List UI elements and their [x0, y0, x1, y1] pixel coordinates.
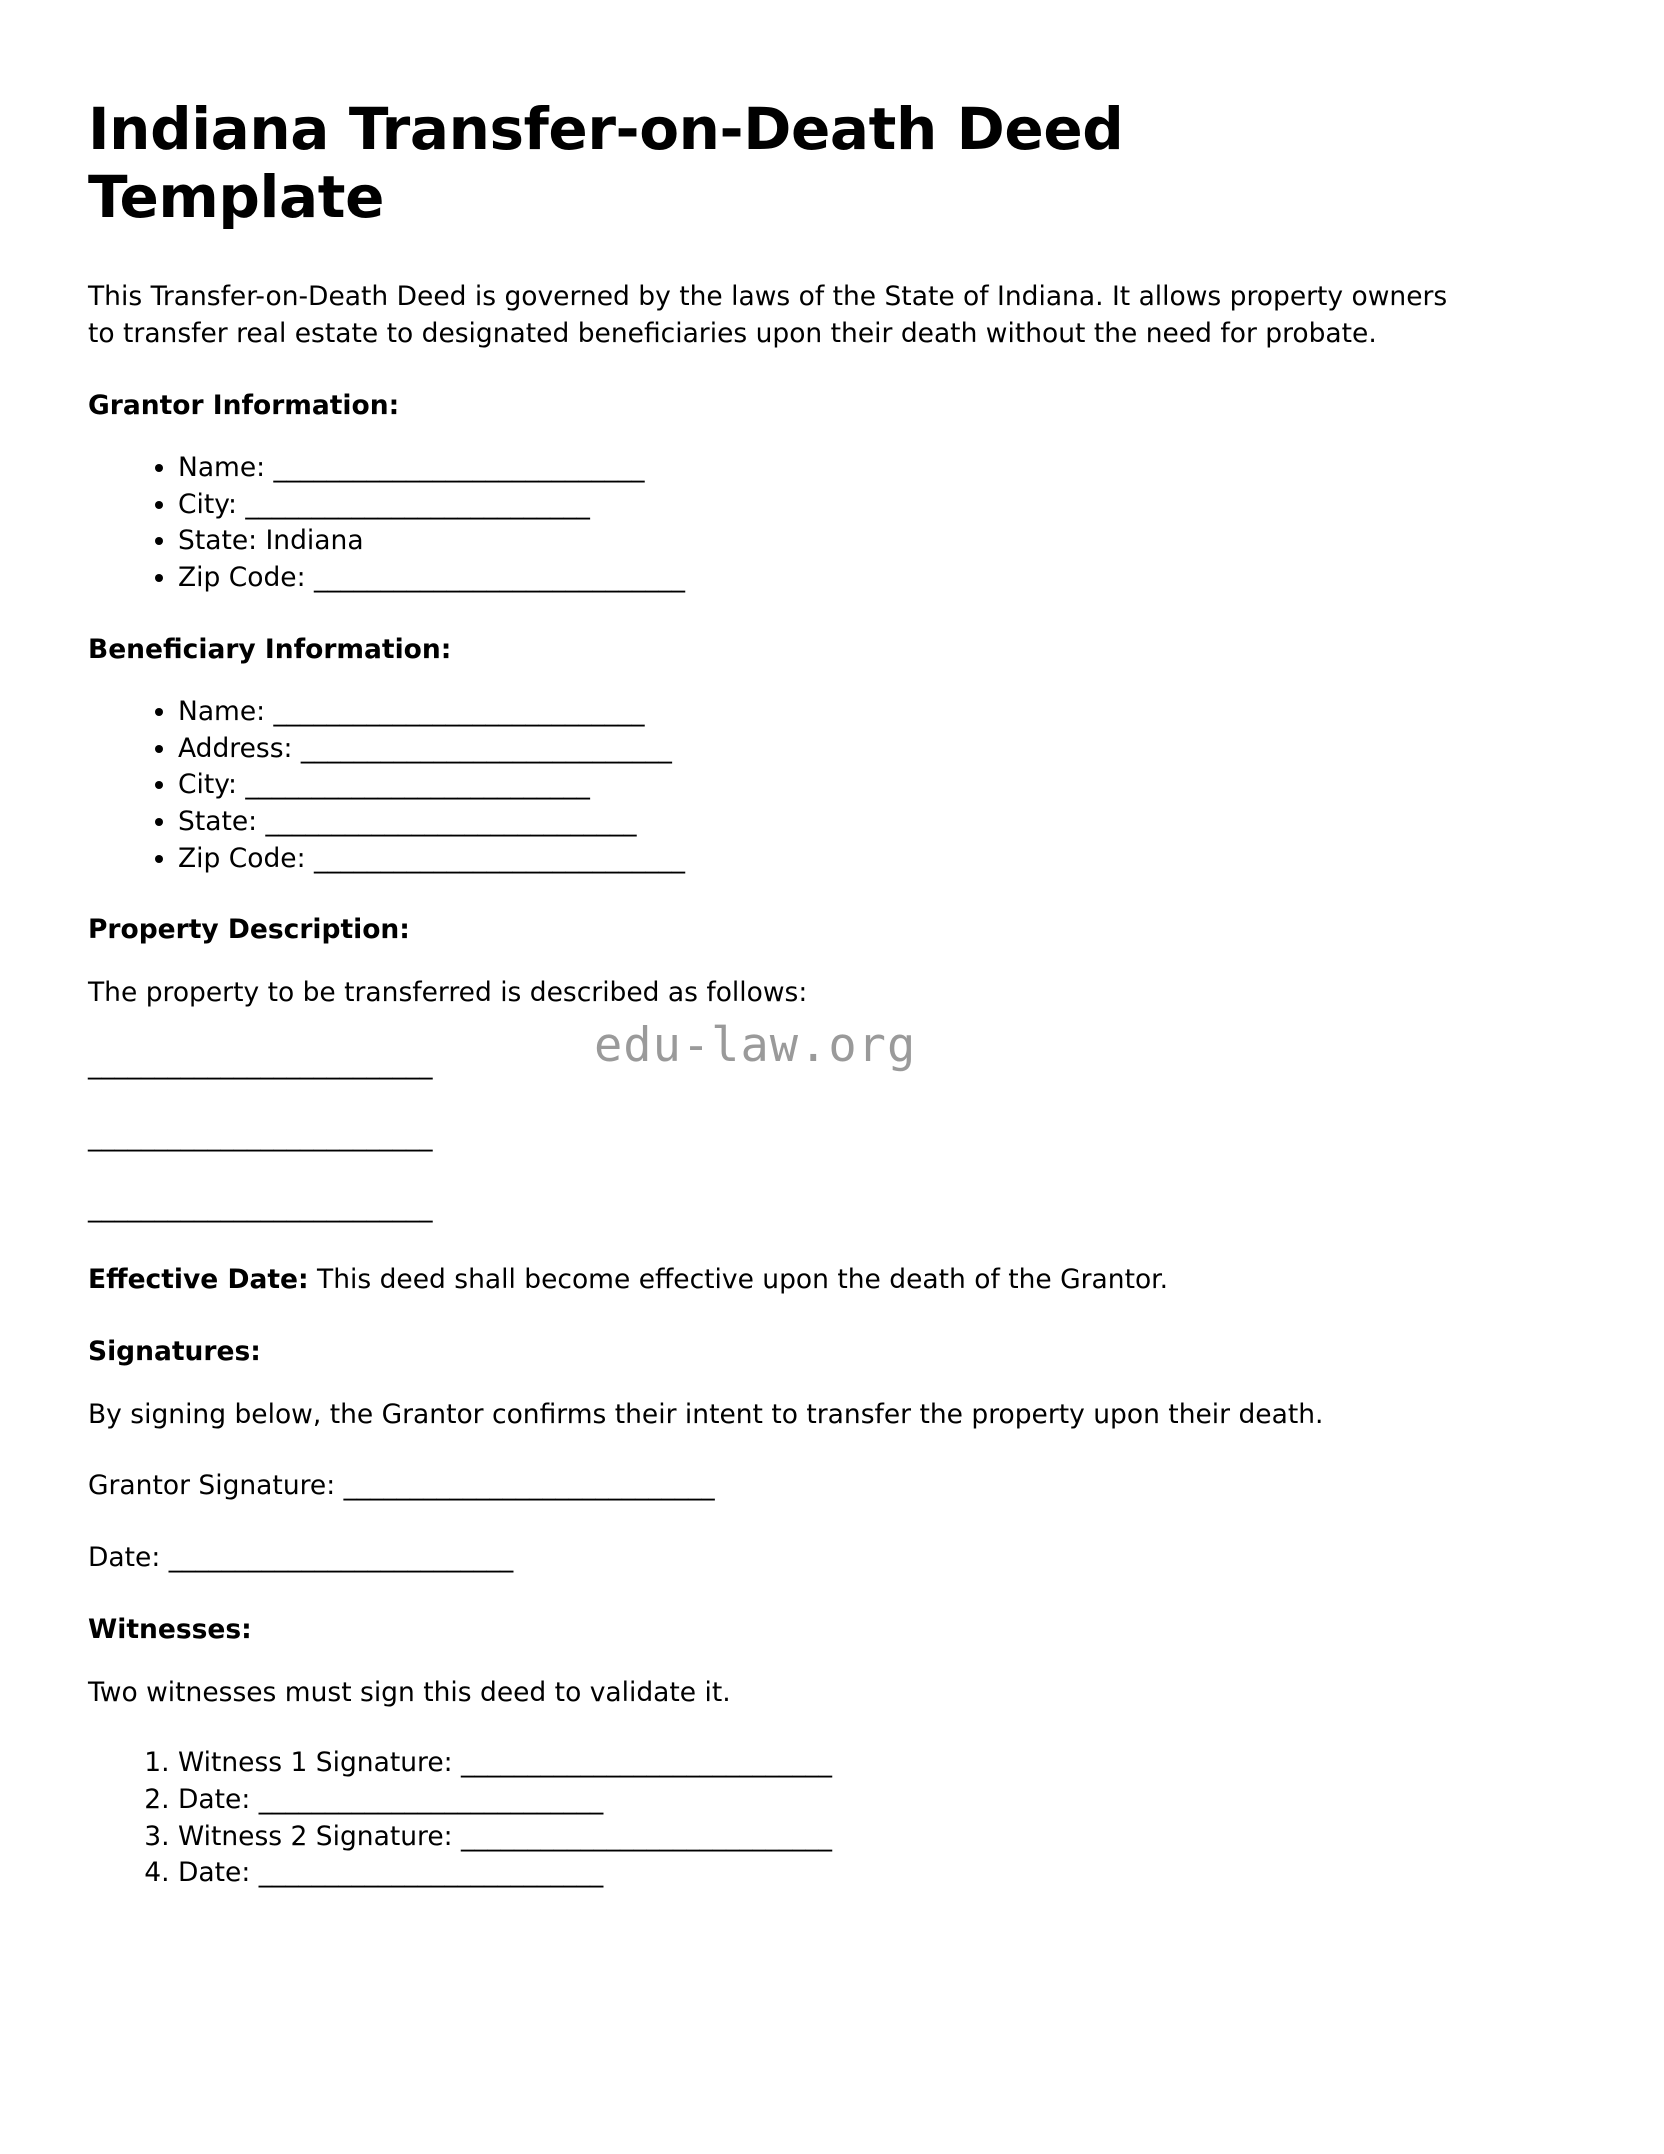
list-item: • Zip Code: ____________________________	[178, 841, 1474, 878]
property-description-intro: The property to be transferred is described as follows:	[88, 977, 808, 1009]
list-item: 4. Date: __________________________	[178, 1855, 1474, 1892]
intro-paragraph: This Transfer-on-Death Deed is governed by the laws of the State of Indiana. It allows property owners to transfer real estate to designated beneficiaries upon their death without the need for probate.	[88, 280, 1448, 350]
list-item: 2. Date: __________________________	[178, 1782, 1474, 1819]
list-item: • Name: ____________________________	[178, 694, 1474, 731]
list-item: • City: __________________________	[178, 767, 1474, 804]
list-item: • State: Indiana	[178, 523, 1474, 560]
witnesses-heading: Witnesses:	[88, 1613, 252, 1645]
grantor-information-heading: Grantor Information:	[88, 389, 400, 421]
witness-field-list	[88, 1745, 1474, 1892]
property-blank-line-3: __________________________	[88, 1192, 433, 1224]
effective-date-paragraph	[88, 1261, 1474, 1299]
site-watermark: edu-law.org	[594, 1018, 917, 1073]
list-item: 3. Witness 2 Signature: ____________________________	[178, 1819, 1474, 1856]
list-item: • State: ____________________________	[178, 804, 1474, 841]
property-blank-line-1: __________________________	[88, 1049, 433, 1081]
list-item: • Name: ____________________________	[178, 450, 1474, 487]
property-description-heading: Property Description:	[88, 914, 410, 946]
list-item: • Zip Code: ____________________________	[178, 560, 1474, 597]
beneficiary-field-list	[88, 694, 1474, 877]
property-blank-line-2: __________________________	[88, 1120, 433, 1152]
grantor-date-field: Date: __________________________	[88, 1541, 514, 1573]
list-item: • Address: ____________________________	[178, 731, 1474, 768]
signatures-heading: Signatures:	[88, 1335, 261, 1367]
signatures-statement: By signing below, the Grantor confirms their intent to transfer the property upon their death.	[88, 1398, 1324, 1430]
witnesses-statement: Two witnesses must sign this deed to validate it.	[88, 1676, 731, 1708]
list-item: 1. Witness 1 Signature: ____________________________	[178, 1745, 1474, 1782]
page-title: Indiana Transfer-on-Death Deed Template	[88, 95, 1124, 231]
effective-date-label: Effective Date:	[88, 1263, 309, 1295]
effective-date-text: This deed shall become effective upon the death of the Grantor.	[308, 1263, 1169, 1295]
grantor-signature-field: Grantor Signature: ____________________________	[88, 1470, 715, 1502]
grantor-field-list	[88, 450, 1474, 597]
beneficiary-information-heading: Beneficiary Information:	[88, 633, 452, 665]
list-item: • City: __________________________	[178, 487, 1474, 524]
